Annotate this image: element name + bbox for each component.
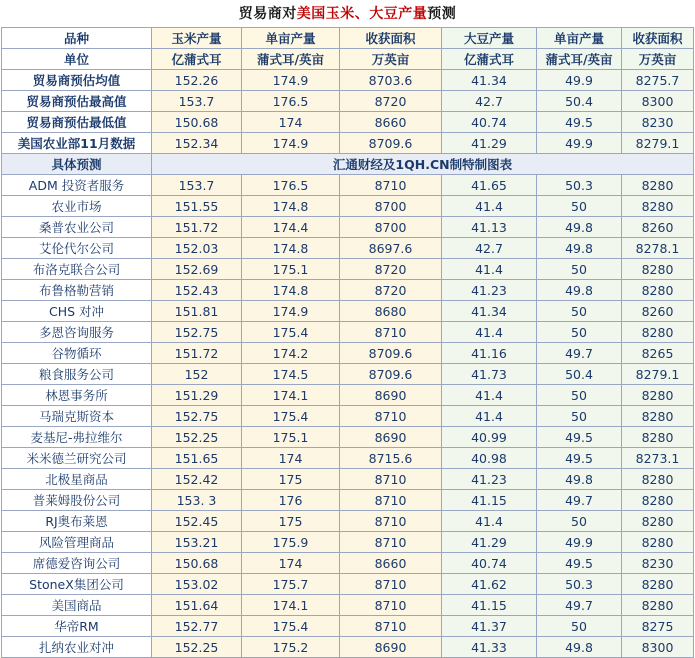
value-cell: 41.15 [442, 595, 537, 616]
summary-value-cell: 174 [242, 112, 340, 133]
value-cell: 152.03 [152, 238, 242, 259]
table-row [2, 364, 694, 385]
table-row [2, 616, 694, 637]
summary-value-cell: 42.7 [442, 91, 537, 112]
value-cell: 8280 [622, 469, 694, 490]
table-row [2, 217, 694, 238]
value-cell: 152 [152, 364, 242, 385]
value-cell: 49.9 [537, 532, 622, 553]
value-cell: 175.4 [242, 616, 340, 637]
summary-value-cell: 152.34 [152, 133, 242, 154]
summary-value-cell: 49.9 [537, 70, 622, 91]
value-cell: 8710 [340, 322, 442, 343]
value-cell: 175.4 [242, 406, 340, 427]
value-cell: 151.55 [152, 196, 242, 217]
forecast-table [1, 27, 694, 658]
value-cell: 176.5 [242, 175, 340, 196]
value-cell: 175.9 [242, 532, 340, 553]
summary-row-label: 贸易商预估最低值 [2, 112, 152, 133]
row-label: 普莱姆股份公司 [2, 490, 152, 511]
value-cell: 50.4 [537, 364, 622, 385]
value-cell: 174.1 [242, 595, 340, 616]
value-cell: 8700 [340, 217, 442, 238]
row-label: 风险管理商品 [2, 532, 152, 553]
row-label: RJ奥布莱恩 [2, 511, 152, 532]
value-cell: 8280 [622, 574, 694, 595]
value-cell: 8280 [622, 259, 694, 280]
header-cell-0: 品种 [2, 28, 152, 49]
value-cell: 8715.6 [340, 448, 442, 469]
row-label: 林恩事务所 [2, 385, 152, 406]
summary-row [2, 133, 694, 154]
value-cell: 174.8 [242, 280, 340, 301]
summary-value-cell: 176.5 [242, 91, 340, 112]
value-cell: 175 [242, 511, 340, 532]
header-cell-2: 单亩产量 [242, 28, 340, 49]
summary-row-label: 美国农业部11月数据 [2, 133, 152, 154]
value-cell: 8709.6 [340, 343, 442, 364]
summary-value-cell: 49.5 [537, 112, 622, 133]
summary-value-cell: 8709.6 [340, 133, 442, 154]
value-cell: 152.25 [152, 427, 242, 448]
header-cell-5: 单亩产量 [537, 28, 622, 49]
value-cell: 49.8 [537, 637, 622, 658]
value-cell: 41.4 [442, 511, 537, 532]
value-cell: 41.4 [442, 259, 537, 280]
value-cell: 8300 [622, 637, 694, 658]
value-cell: 49.8 [537, 238, 622, 259]
value-cell: 175.7 [242, 574, 340, 595]
header-cell-4: 大豆产量 [442, 28, 537, 49]
value-cell: 49.5 [537, 427, 622, 448]
row-label: 华帝RM [2, 616, 152, 637]
title-prefix: 贸易商对 [238, 6, 297, 22]
table-row [2, 490, 694, 511]
row-label: 布洛克联合公司 [2, 259, 152, 280]
summary-row [2, 112, 694, 133]
value-cell: 8720 [340, 280, 442, 301]
row-label: 粮食服务公司 [2, 364, 152, 385]
summary-value-cell: 174.9 [242, 70, 340, 91]
value-cell: 174.8 [242, 238, 340, 259]
value-cell: 8710 [340, 574, 442, 595]
summary-value-cell: 8720 [340, 91, 442, 112]
value-cell: 8280 [622, 427, 694, 448]
value-cell: 176 [242, 490, 340, 511]
value-cell: 49.7 [537, 343, 622, 364]
summary-value-cell: 8279.1 [622, 133, 694, 154]
row-label: 席德爱咨询公司 [2, 553, 152, 574]
row-label: 扎纳农业对冲 [2, 637, 152, 658]
value-cell: 151.64 [152, 595, 242, 616]
summary-value-cell: 153.7 [152, 91, 242, 112]
value-cell: 8697.6 [340, 238, 442, 259]
value-cell: 151.72 [152, 343, 242, 364]
value-cell: 8710 [340, 469, 442, 490]
value-cell: 8275 [622, 616, 694, 637]
value-cell: 8710 [340, 406, 442, 427]
summary-value-cell: 41.29 [442, 133, 537, 154]
summary-value-cell: 40.74 [442, 112, 537, 133]
value-cell: 8280 [622, 385, 694, 406]
value-cell: 8710 [340, 511, 442, 532]
value-cell: 8280 [622, 196, 694, 217]
value-cell: 8260 [622, 217, 694, 238]
table-row [2, 469, 694, 490]
table-row [2, 448, 694, 469]
summary-row [2, 91, 694, 112]
value-cell: 8690 [340, 637, 442, 658]
row-label: ADM 投资者服务 [2, 175, 152, 196]
value-cell: 175.1 [242, 427, 340, 448]
unit-cell-3: 万英亩 [340, 49, 442, 70]
value-cell: 41.4 [442, 196, 537, 217]
value-cell: 40.99 [442, 427, 537, 448]
summary-value-cell: 50.4 [537, 91, 622, 112]
value-cell: 8260 [622, 301, 694, 322]
value-cell: 41.29 [442, 532, 537, 553]
summary-value-cell: 8300 [622, 91, 694, 112]
title-suffix: 预测 [427, 6, 457, 22]
value-cell: 41.65 [442, 175, 537, 196]
value-cell: 175.2 [242, 637, 340, 658]
table-row [2, 532, 694, 553]
value-cell: 8280 [622, 322, 694, 343]
value-cell: 152.75 [152, 322, 242, 343]
value-cell: 152.75 [152, 406, 242, 427]
value-cell: 41.13 [442, 217, 537, 238]
table-row [2, 511, 694, 532]
value-cell: 49.8 [537, 280, 622, 301]
value-cell: 174 [242, 448, 340, 469]
value-cell: 8279.1 [622, 364, 694, 385]
row-label: 美国商品 [2, 595, 152, 616]
value-cell: 8280 [622, 406, 694, 427]
value-cell: 50 [537, 385, 622, 406]
summary-value-cell: 152.26 [152, 70, 242, 91]
value-cell: 49.8 [537, 469, 622, 490]
summary-value-cell: 8230 [622, 112, 694, 133]
summary-value-cell: 174.9 [242, 133, 340, 154]
row-label: 麦基尼-弗拉维尔 [2, 427, 152, 448]
value-cell: 151.65 [152, 448, 242, 469]
value-cell: 8280 [622, 280, 694, 301]
table-row [2, 259, 694, 280]
page-title [0, 0, 695, 27]
value-cell: 8273.1 [622, 448, 694, 469]
value-cell: 49.7 [537, 595, 622, 616]
value-cell: 50 [537, 616, 622, 637]
value-cell: 8230 [622, 553, 694, 574]
value-cell: 41.62 [442, 574, 537, 595]
table-row [2, 385, 694, 406]
summary-row-label: 贸易商预估均值 [2, 70, 152, 91]
value-cell: 41.33 [442, 637, 537, 658]
row-label: 米米德兰研究公司 [2, 448, 152, 469]
summary-value-cell: 8703.6 [340, 70, 442, 91]
unit-cell-6: 万英亩 [622, 49, 694, 70]
unit-cell-1: 亿蒲式耳 [152, 49, 242, 70]
row-label: 桑普农业公司 [2, 217, 152, 238]
value-cell: 8710 [340, 595, 442, 616]
value-cell: 50.3 [537, 175, 622, 196]
row-label: 农业市场 [2, 196, 152, 217]
row-label: 艾伦代尔公司 [2, 238, 152, 259]
value-cell: 8710 [340, 175, 442, 196]
header-cell-3: 收获面积 [340, 28, 442, 49]
value-cell: 152.77 [152, 616, 242, 637]
value-cell: 8709.6 [340, 364, 442, 385]
table-row [2, 343, 694, 364]
value-cell: 8720 [340, 259, 442, 280]
value-cell: 49.5 [537, 448, 622, 469]
value-cell: 8278.1 [622, 238, 694, 259]
value-cell: 174 [242, 553, 340, 574]
value-cell: 8280 [622, 511, 694, 532]
value-cell: 8265 [622, 343, 694, 364]
table-row [2, 637, 694, 658]
value-cell: 152.43 [152, 280, 242, 301]
value-cell: 41.16 [442, 343, 537, 364]
summary-value-cell: 150.68 [152, 112, 242, 133]
value-cell: 50.3 [537, 574, 622, 595]
value-cell: 49.5 [537, 553, 622, 574]
unit-cell-0: 单位 [2, 49, 152, 70]
value-cell: 8700 [340, 196, 442, 217]
value-cell: 50 [537, 511, 622, 532]
value-cell: 50 [537, 196, 622, 217]
detail-banner-row [2, 154, 694, 175]
table-row [2, 280, 694, 301]
table-row [2, 175, 694, 196]
value-cell: 50 [537, 322, 622, 343]
row-label: 布鲁格勒营销 [2, 280, 152, 301]
row-label: CHS 对冲 [2, 301, 152, 322]
value-cell: 152.69 [152, 259, 242, 280]
table-row [2, 427, 694, 448]
summary-value-cell: 41.34 [442, 70, 537, 91]
value-cell: 151.29 [152, 385, 242, 406]
value-cell: 8280 [622, 595, 694, 616]
value-cell: 152.42 [152, 469, 242, 490]
table-row [2, 322, 694, 343]
value-cell: 41.34 [442, 301, 537, 322]
summary-value-cell: 49.9 [537, 133, 622, 154]
row-label: 北极星商品 [2, 469, 152, 490]
value-cell: 50 [537, 301, 622, 322]
value-cell: 153.21 [152, 532, 242, 553]
table-row [2, 574, 694, 595]
value-cell: 8280 [622, 532, 694, 553]
row-label: StoneX集团公司 [2, 574, 152, 595]
value-cell: 175 [242, 469, 340, 490]
value-cell: 49.8 [537, 217, 622, 238]
value-cell: 174.9 [242, 301, 340, 322]
detail-banner-label: 具体预测 [2, 154, 152, 175]
value-cell: 152.45 [152, 511, 242, 532]
value-cell: 175.4 [242, 322, 340, 343]
unit-cell-4: 亿蒲式耳 [442, 49, 537, 70]
value-cell: 174.8 [242, 196, 340, 217]
value-cell: 41.73 [442, 364, 537, 385]
table-row [2, 553, 694, 574]
value-cell: 174.4 [242, 217, 340, 238]
value-cell: 49.7 [537, 490, 622, 511]
table-header-row-2 [2, 49, 694, 70]
value-cell: 41.37 [442, 616, 537, 637]
table-row [2, 196, 694, 217]
header-cell-6: 收获面积 [622, 28, 694, 49]
value-cell: 8710 [340, 532, 442, 553]
value-cell: 41.15 [442, 490, 537, 511]
value-cell: 50 [537, 259, 622, 280]
summary-row [2, 70, 694, 91]
value-cell: 42.7 [442, 238, 537, 259]
value-cell: 8690 [340, 427, 442, 448]
value-cell: 50 [537, 406, 622, 427]
value-cell: 8690 [340, 385, 442, 406]
value-cell: 8280 [622, 175, 694, 196]
row-label: 多恩咨询服务 [2, 322, 152, 343]
detail-banner-note: 汇通财经及1QH.CN制特制图表 [152, 154, 694, 175]
value-cell: 153. 3 [152, 490, 242, 511]
value-cell: 174.2 [242, 343, 340, 364]
value-cell: 41.23 [442, 280, 537, 301]
unit-cell-5: 蒲式耳/英亩 [537, 49, 622, 70]
table-header-row-1 [2, 28, 694, 49]
title-accent: 美国玉米、大豆产量 [296, 6, 428, 22]
row-label: 谷物循环 [2, 343, 152, 364]
unit-cell-2: 蒲式耳/英亩 [242, 49, 340, 70]
value-cell: 41.4 [442, 385, 537, 406]
row-label: 马瑞克斯资本 [2, 406, 152, 427]
value-cell: 174.1 [242, 385, 340, 406]
value-cell: 40.74 [442, 553, 537, 574]
value-cell: 151.72 [152, 217, 242, 238]
table-row [2, 238, 694, 259]
value-cell: 8710 [340, 490, 442, 511]
value-cell: 175.1 [242, 259, 340, 280]
value-cell: 150.68 [152, 553, 242, 574]
table-row [2, 301, 694, 322]
value-cell: 41.4 [442, 406, 537, 427]
summary-value-cell: 8660 [340, 112, 442, 133]
value-cell: 152.25 [152, 637, 242, 658]
header-cell-1: 玉米产量 [152, 28, 242, 49]
value-cell: 40.98 [442, 448, 537, 469]
table-row [2, 595, 694, 616]
value-cell: 153.02 [152, 574, 242, 595]
summary-row-label: 贸易商预估最高值 [2, 91, 152, 112]
table-row [2, 406, 694, 427]
summary-value-cell: 8275.7 [622, 70, 694, 91]
value-cell: 41.23 [442, 469, 537, 490]
value-cell: 174.5 [242, 364, 340, 385]
value-cell: 8280 [622, 490, 694, 511]
value-cell: 8710 [340, 616, 442, 637]
table-body [2, 28, 694, 658]
value-cell: 8680 [340, 301, 442, 322]
value-cell: 153.7 [152, 175, 242, 196]
value-cell: 41.4 [442, 322, 537, 343]
value-cell: 151.81 [152, 301, 242, 322]
value-cell: 8660 [340, 553, 442, 574]
